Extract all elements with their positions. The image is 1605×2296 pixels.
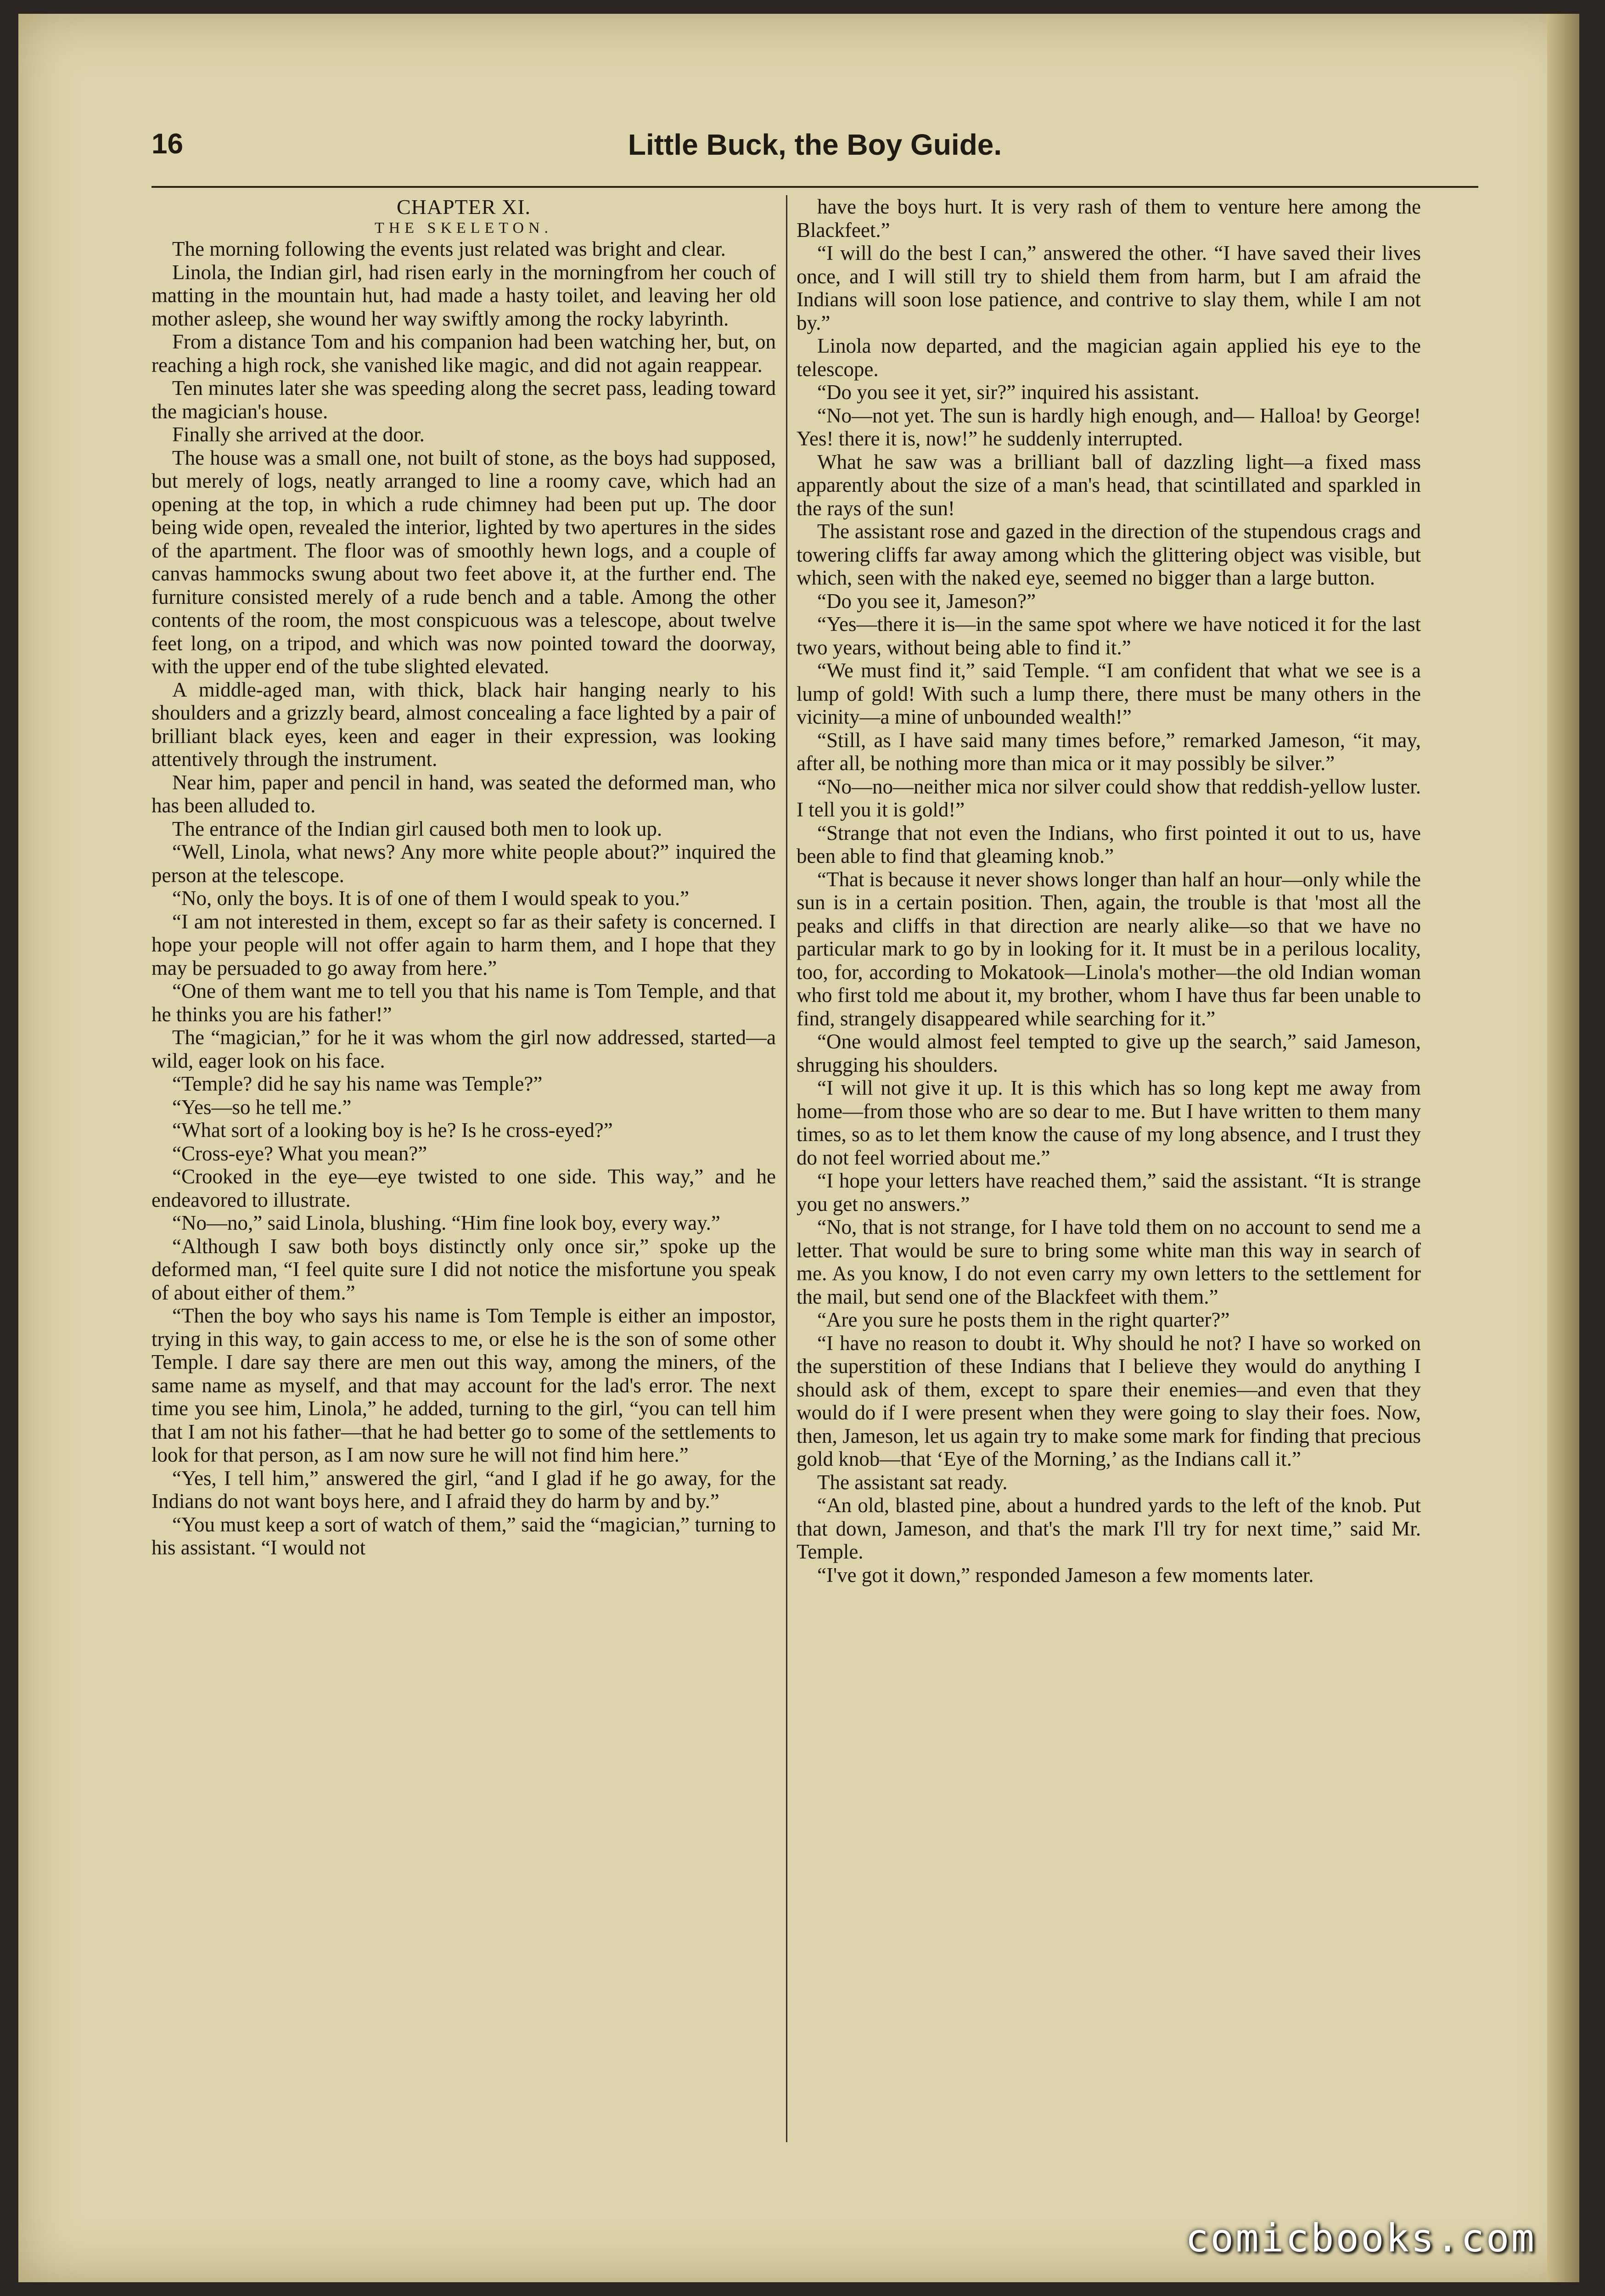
paragraph: “Strange that not even the Indians, who first pointed it out to us, have been able to find that gleaming knob.” — [797, 821, 1421, 867]
paragraph: “An old, blasted pine, about a hundred yards to the left of the knob. Put that down, Jameson, and that's the mark I'll try for next time,” said Mr. Temple. — [797, 1494, 1421, 1563]
paragraph: “Do you see it yet, sir?” inquired his assistant. — [817, 381, 1200, 404]
chapter-subtitle: THE SKELETON. — [374, 219, 553, 236]
paragraph: “Cross-eye? What you mean?” — [172, 1142, 427, 1165]
paragraph: “Temple? did he say his name was Temple?” — [172, 1072, 543, 1095]
paragraph: “I will not give it up. It is this which has so long kept me away from home—from those who are so dear to me. But I have written to them many times, so as to let them know the cause of my long absence, and I trust they do not feel worried about me.” — [797, 1076, 1421, 1169]
paragraph: “I am not interested in them, except so far as their safety is concerned. I hope your people will not offer again to harm them, and I hope that they may be persuaded to go away from here.” — [152, 910, 776, 979]
paragraph: “I will do the best I can,” answered the other. “I have saved their lives once, and I will still try to shield them from harm, but I am afraid the Indians will soon lose patience, and contrive to slay them, while I am not by.” — [797, 242, 1421, 334]
paragraph: The assistant rose and gazed in the direction of the stupendous crags and towering cliffs far away among which the glittering object was visible, but which, seen with the naked eye, seemed no bigger than a large button. — [797, 520, 1421, 589]
paragraph: “No, only the boys. It is of one of them I would speak to you.” — [172, 887, 690, 910]
paragraph: “You must keep a sort of watch of them,” said the “magician,” turning to his assistant. “I would not — [152, 1513, 776, 1559]
book-page — [18, 14, 1579, 2282]
page-header — [152, 123, 1478, 178]
paragraph: “Although I saw both boys distinctly only once sir,” spoke up the deformed man, “I feel quite sure I did not notice the misfortune you speak of about either of them.” — [152, 1234, 776, 1304]
paragraph: “That is because it never shows longer than half an hour—only while the sun is in a certain position. Then, again, the trouble is that 'most all the peaks and cliffs in that direction are nearly alike—so that we have no particular mark to go by in looking for it. It must be in a perilous locality, too, for, according to Mokatook—Linola's mother—the old Indian woman who first told me about it, my brother, whom I have thus far been unable to find, strangely disappeared while searching for it.” — [797, 867, 1421, 1030]
right-column — [797, 195, 1421, 2142]
paragraph: “One would almost feel tempted to give up the search,” said Jameson, shrugging his shoulders. — [797, 1030, 1421, 1076]
right-column-text — [797, 195, 1421, 1587]
paragraph: Ten minutes later she was speeding along the secret pass, leading toward the magician's house. — [152, 377, 776, 423]
paragraph: “I have no reason to doubt it. Why should he not? I have so worked on the superstition of these Indians that I believe they would do anything I should ask of them, except to spare their enemies—and even that they would do if I were present when they were going to slay their foes. Now, then, Jameson, let us again try to make some mark for finding that precious gold knob—that ‘Eye of the Morning,’ as the Indians call it.” — [797, 1331, 1421, 1470]
paragraph: “We must find it,” said Temple. “I am confident that what we see is a lump of gold! With such a lump there, there must be many others in the vicinity—a mine of unbounded wealth!” — [797, 659, 1421, 728]
paragraph: “Crooked in the eye—eye twisted to one side. This way,” and he endeavored to illustrate. — [152, 1165, 776, 1211]
paragraph: “I've got it down,” responded Jameson a few moments later. — [817, 1563, 1314, 1587]
paragraph: “No—no,” said Linola, blushing. “Him fine look boy, every way.” — [172, 1211, 720, 1234]
running-title: Little Buck, the Boy Guide. — [628, 128, 1002, 161]
paragraph: Finally she arrived at the door. — [172, 423, 425, 446]
paragraph: The house was a small one, not built of stone, as the boys had supposed, but merely of logs, neatly arranged to line a roomy cave, which had an opening at the top, in which a rude chimney had been put up. The door being wide open, revealed the interior, lighted by two apertures in the sides of the apartment. The floor was of smoothly hewn logs, and a couple of canvas hammocks swung about two feet above it, at the further end. The furniture consisted merely of a rude bench and a table. Among the other contents of the room, the most conspicuous was a telescope, about twelve feet long, on a tripod, and which was now pointed toward the doorway, with the upper end of the tube slighted elevated. — [152, 446, 776, 678]
column-divider — [786, 195, 787, 2142]
paragraph: “Still, as I have said many times before,” remarked Jameson, “it may, after all, be nothing more than mica or it may possibly be silver.” — [797, 728, 1421, 775]
paragraph: “No—no—neither mica nor silver could show that reddish-yellow luster. I tell you it is gold!” — [797, 775, 1421, 821]
paragraph: “No—not yet. The sun is hardly high enough, and— Halloa! by George! Yes! there it is, now!” he suddenly interrupted. — [797, 404, 1421, 450]
page-spine-edge — [1547, 14, 1579, 2282]
paragraph: “What sort of a looking boy is he? Is he cross-eyed?” — [172, 1119, 613, 1142]
paragraph: From a distance Tom and his companion had been watching her, but, on reaching a high rock, she vanished like magic, and did not again reappear. — [152, 330, 776, 377]
site-watermark: comicbooks.com — [1185, 2216, 1536, 2261]
paragraph: “I hope your letters have reached them,” said the assistant. “It is strange you get no answers.” — [797, 1169, 1421, 1216]
chapter-title: CHAPTER XI. — [396, 195, 531, 219]
paragraph: “Do you see it, Jameson?” — [817, 589, 1036, 613]
paragraph: “Yes, I tell him,” answered the girl, “and I glad if he go away, for the Indians do not want boys here, and I afraid they do harm by and by.” — [152, 1466, 776, 1513]
paragraph: The entrance of the Indian girl caused both men to look up. — [172, 817, 662, 840]
paragraph: A middle-aged man, with thick, black hair hanging nearly to his shoulders and a grizzly beard, almost concealing a face lighted by a pair of brilliant black eyes, keen and eager in their expression, was looking attentively through the instrument. — [152, 678, 776, 771]
paragraph: “Then the boy who says his name is Tom Temple is either an impostor, trying in this way, to gain access to me, or else he is the son of some other Temple. I dare say there are men out this way, among the miners, of the same name as myself, and that may account for the lad's error. The next time you see him, Linola,” he added, turning to the girl, “you can tell him that I am not his father—that he had better go to some of the settlements to look for that person, as I am now sure he will not find him here.” — [152, 1304, 776, 1466]
paragraph: The morning following the events just related was bright and clear. — [172, 237, 726, 260]
paragraph: “One of them want me to tell you that his name is Tom Temple, and that he thinks you are his father!” — [152, 979, 776, 1026]
paragraph: “Well, Linola, what news? Any more white people about?” inquired the person at the telescope. — [152, 840, 776, 887]
paragraph: Linola now departed, and the magician again applied his eye to the telescope. — [797, 334, 1421, 381]
paragraph: have the boys hurt. It is very rash of them to venture here among the Blackfeet.” — [797, 195, 1421, 242]
left-column — [152, 195, 776, 2142]
page-number: 16 — [152, 128, 183, 160]
paragraph: “Yes—there it is—in the same spot where we have noticed it for the last two years, without being able to find it.” — [797, 613, 1421, 659]
paragraph: “Yes—so he tell me.” — [172, 1095, 352, 1119]
paragraph: The assistant sat ready. — [817, 1470, 1008, 1494]
paragraph: What he saw was a brilliant ball of dazzling light—a fixed mass apparently about the size of a man's head, that scintillated and sparkled in the rays of the sun! — [797, 450, 1421, 520]
paragraph: The “magician,” for he it was whom the girl now addressed, started—a wild, eager look on his face. — [152, 1026, 776, 1072]
header-rule — [152, 186, 1478, 188]
paragraph: “No, that is not strange, for I have told them on no account to send me a letter. That would be sure to bring some white man this way in search of me. As you know, I do not even carry my own letters to the settlement for the mail, but send one of the Blackfeet with them.” — [797, 1216, 1421, 1308]
paragraph: “Are you sure he posts them in the right quarter?” — [817, 1308, 1230, 1331]
paragraph: Linola, the Indian girl, had risen early in the morningfrom her couch of matting in the mountain hut, had made a hasty toilet, and leaving her old mother asleep, she wound her way swiftly among the rocky labyrinth. — [152, 260, 776, 330]
left-column-text — [152, 237, 776, 1559]
paragraph: Near him, paper and pencil in hand, was seated the deformed man, who has been alluded to. — [152, 771, 776, 817]
